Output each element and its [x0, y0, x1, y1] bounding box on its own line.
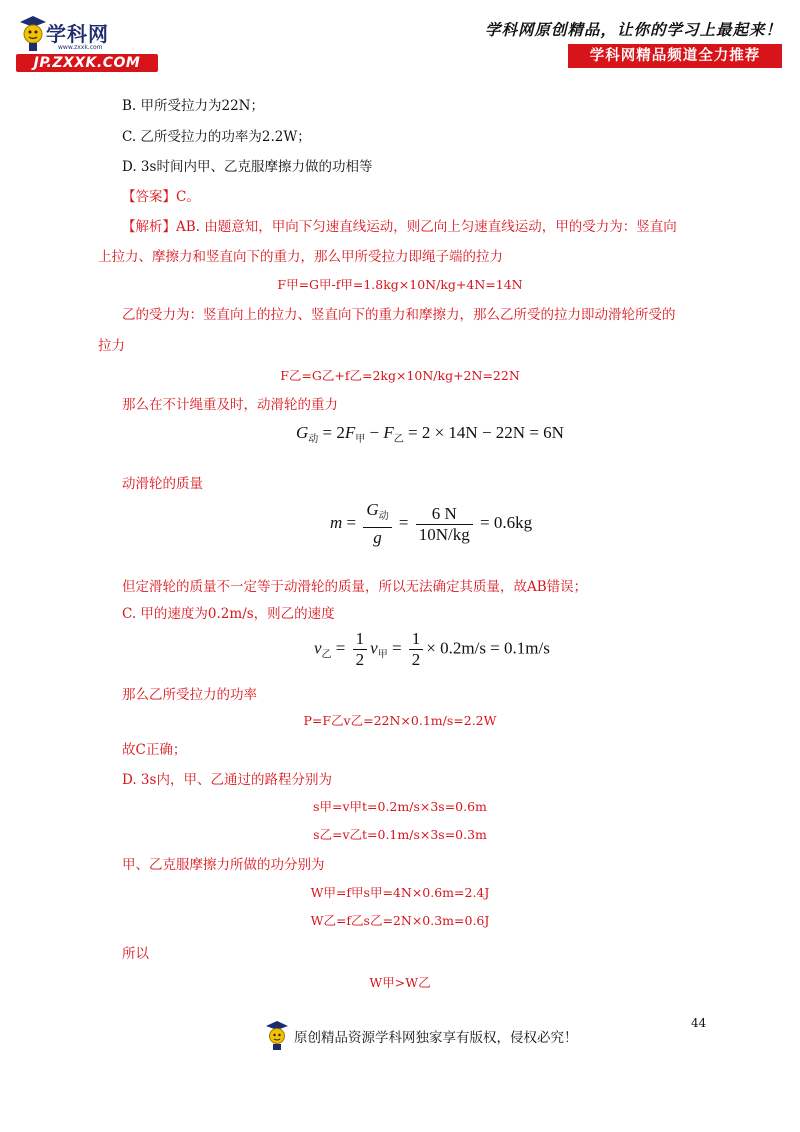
equation-w-jia: W甲=f甲s甲=4N×0.6m=2.4J: [310, 885, 490, 900]
logo-domain: JP.ZXXK.COM: [33, 55, 141, 71]
analysis-para-7: 那么乙所受拉力的功率: [122, 687, 257, 703]
analysis-para-1-line-2: 上拉力、摩擦力和竖直向下的重力，那么甲所受拉力即绳子端的拉力: [98, 249, 503, 265]
equation-s-yi: s乙=v乙t=0.1m/s×3s=0.3m: [313, 827, 487, 842]
analysis-para-9: D. 3s内，甲、乙通过的路程分别为: [122, 772, 332, 788]
logo-url: www.zxxk.com: [58, 44, 103, 51]
mascot-icon: [264, 1020, 290, 1050]
banner-text: 学科网精品频道全力推荐: [589, 48, 761, 64]
analysis-tag: 【解析】: [122, 219, 176, 235]
equation-f-jia: F甲=G甲-f甲=1.8kg×10N/kg+4N=14N: [277, 277, 523, 292]
equation-g-pulley: $G_动 = 2F_甲 - F_乙 = 2 \times 14N - 22N = 6N$: [296, 423, 564, 445]
mascot-icon: [18, 14, 48, 52]
equation-mass: m = $\frac{G_动}{g}$ = $\frac{6 N}{10N/kg}$ = 0.6kg: [330, 500, 533, 547]
option-b: B. 甲所受拉力为22N；: [122, 98, 264, 114]
page-number: 44: [691, 1016, 707, 1030]
analysis-para-11: 所以: [122, 946, 149, 962]
analysis-para-4: 动滑轮的质量: [122, 476, 203, 492]
answer: 【答案】C。: [122, 189, 200, 205]
equation-f-yi: F乙=G乙+f乙=2kg×10N/kg+2N=22N: [280, 368, 520, 383]
equation-w-compare: W甲>W乙: [369, 975, 431, 990]
header-banner[interactable]: [568, 44, 782, 68]
option-d: D. 3s时间内甲、乙克服摩擦力做的功相等: [122, 159, 373, 175]
equation-power: P=F乙v乙=22N×0.1m/s=2.2W: [303, 713, 497, 728]
equation-w-yi: W乙=f乙s乙=2N×0.3m=0.6J: [310, 913, 490, 928]
logo-domain-bar: [16, 54, 158, 72]
analysis-para-2-line-2: 拉力: [98, 338, 125, 354]
analysis-para-1-line-1: 【解析】AB. 由题意知，甲向下匀速直线运动，则乙向上匀速直线运动，甲的受力为：竖直向: [122, 219, 677, 235]
analysis-para-10: 甲、乙克服摩擦力所做的功分别为: [122, 857, 325, 873]
analysis-para-3: 那么在不计绳重及时，动滑轮的重力: [122, 397, 338, 413]
equation-velocity: $v_乙$ = $\frac{1}{2}$ $v_甲$ = $\frac{1}{2}$ × 0.2m/s = 0.1m/s: [314, 629, 550, 669]
analysis-para-6: C. 甲的速度为0.2m/s，则乙的速度: [122, 606, 335, 622]
site-logo[interactable]: [16, 14, 158, 72]
copyright-notice: 原创精品资源学科网独家享有版权，侵权必究！: [294, 1030, 578, 1046]
header-slogan: 学科网原创精品，让你的学习上最起来！: [484, 20, 782, 39]
analysis-para-8: 故C正确；: [122, 742, 187, 758]
analysis-para-5: 但定滑轮的质量不一定等于动滑轮的质量，所以无法确定其质量，故AB错误；: [122, 579, 588, 595]
equation-s-jia: s甲=v甲t=0.2m/s×3s=0.6m: [313, 799, 487, 814]
logo-name: 学科网: [46, 22, 109, 46]
option-c: C. 乙所受拉力的功率为2.2W；: [122, 129, 311, 145]
analysis-para-2-line-1: 乙的受力为：竖直向上的拉力、竖直向下的重力和摩擦力，那么乙所受的拉力即动滑轮所受的: [122, 307, 676, 323]
